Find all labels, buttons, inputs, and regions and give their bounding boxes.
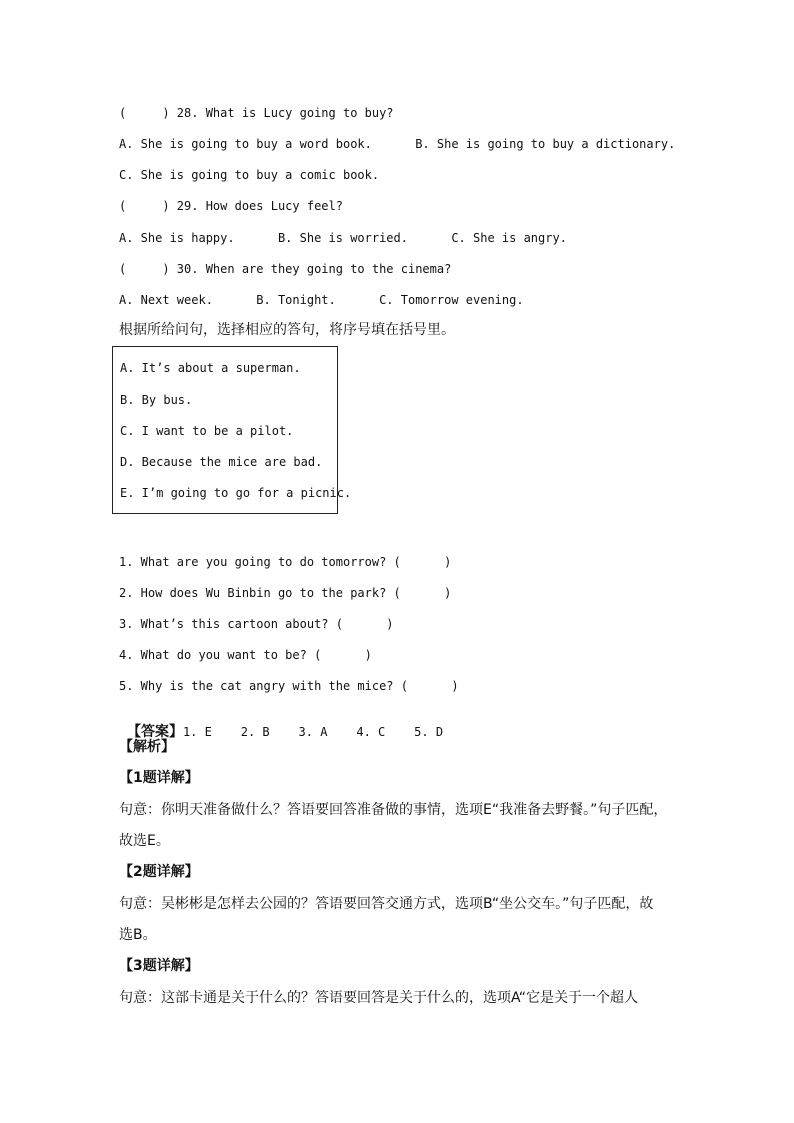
- question-2: 2. How does Wu Binbin go to the park? ( ): [119, 586, 452, 600]
- q29-question: ( ) 29. How does Lucy feel?: [119, 199, 343, 213]
- choice-c: C. I want to be a pilot.: [120, 424, 294, 438]
- instruction: 根据所给问句，选择相应的答句，将序号填在括号里。: [119, 322, 455, 338]
- detail-2-heading: 【2题详解】: [119, 864, 199, 880]
- detail-3-heading: 【3题详解】: [119, 958, 199, 974]
- choice-e: E. I’m going to go for a picnic.: [120, 486, 352, 500]
- detail-2-line2: 选B。: [119, 927, 157, 943]
- choice-d: D. Because the mice are bad.: [120, 455, 323, 469]
- q29-options: A. She is happy. B. She is worried. C. She is angry.: [119, 231, 567, 245]
- answer-text: 1. E 2. B 3. A 4. C 5. D: [182, 725, 444, 739]
- detail-1-line2: 故选E。: [119, 833, 170, 849]
- q28-question: ( ) 28. What is Lucy going to buy?: [119, 106, 394, 120]
- q30-question: ( ) 30. When are they going to the cinema?: [119, 262, 452, 276]
- analysis-label: 【解析】: [119, 739, 175, 755]
- q28-options-1: A. She is going to buy a word book. B. She is going to buy a dictionary.: [119, 137, 676, 151]
- question-4: 4. What do you want to be? ( ): [119, 648, 372, 662]
- answer-label: 【答案】: [126, 724, 183, 740]
- choice-b: B. By bus.: [120, 393, 193, 407]
- q30-options: A. Next week. B. Tonight. C. Tomorrow evening.: [119, 293, 524, 307]
- detail-1-heading: 【1题详解】: [119, 770, 199, 786]
- question-3: 3. What’s this cartoon about? ( ): [119, 617, 394, 631]
- detail-2-line1: 句意：吴彬彬是怎样去公园的？答语要回答交通方式，选项B“坐公交车。”句子匹配，故: [119, 896, 654, 912]
- question-1: 1. What are you going to do tomorrow? ( ): [119, 555, 452, 569]
- choice-a: A. It’s about a superman.: [120, 361, 301, 375]
- detail-3-line1: 句意：这部卡通是关于什么的？答语要回答是关于什么的，选项A“它是关于一个超人: [119, 990, 639, 1006]
- detail-1-line1: 句意：你明天准备做什么？答语要回答准备做的事情，选项E“我准备去野餐。”句子匹配，: [119, 802, 668, 818]
- choices-box: [112, 346, 352, 514]
- question-5: 5. Why is the cat angry with the mice? ( ): [119, 679, 459, 693]
- q28-options-2: C. She is going to buy a comic book.: [119, 168, 380, 182]
